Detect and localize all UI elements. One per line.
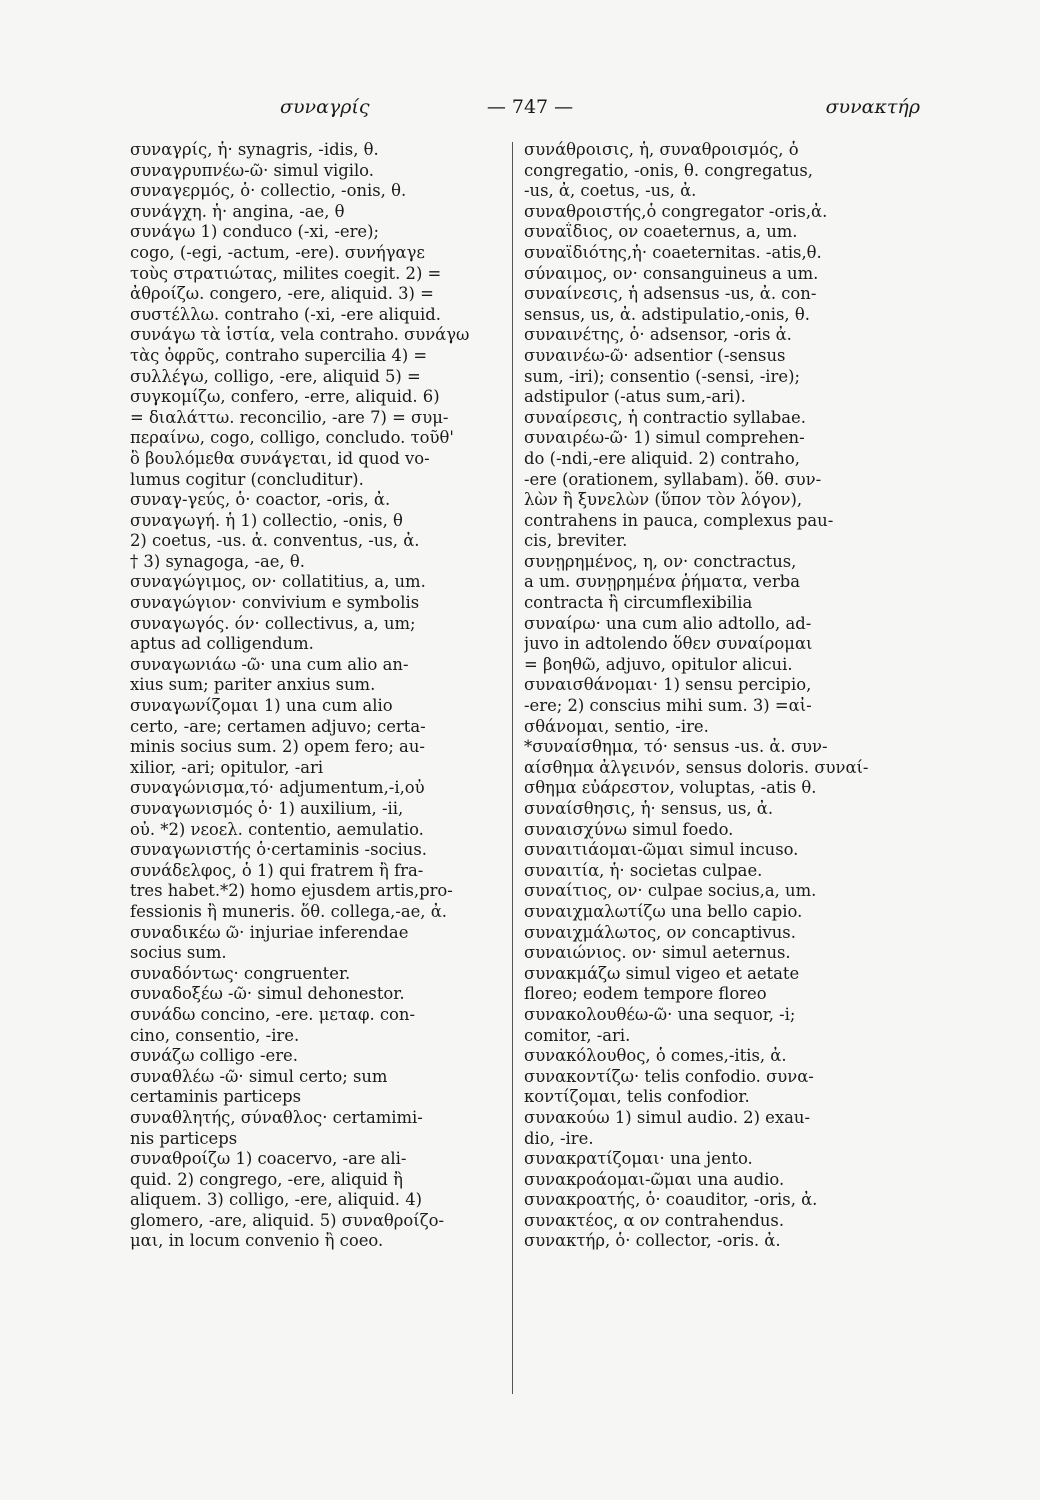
dictionary-line: συναίτιος, ον· culpae socius,a, um. [524,881,817,901]
dictionary-line: ἀθροίζω. congero, -ere, aliquid. 3) = [130,284,434,304]
dictionary-line: συλλέγω, colligo, -ere, aliquid 5) = [130,366,421,386]
dictionary-line: xilior, -ari; opitulor, -ari [130,757,324,777]
dictionary-line: adstipulor (-atus sum,-ari). [524,387,746,407]
dictionary-line: συναγωνίζομαι 1) una cum alio [130,696,393,716]
dictionary-line: συναγωνιάω -ῶ· una cum alio an- [130,654,409,674]
dictionary-line: συναθροίζω 1) coacervo, -are ali- [130,1149,407,1169]
dictionary-line: quid. 2) congrego, -ere, aliquid ἢ [130,1169,403,1189]
dictionary-line: σθημα εὐάρεστον, voluptas, -atis θ. [524,778,817,798]
dictionary-line: συναγώγιον· convivium e symbolis [130,593,420,613]
dictionary-line: τοὺς στρατιώτας, milites coegit. 2) = [130,263,442,283]
dictionary-line: συνακοντίζω· telis confodio. συνα- [524,1066,814,1086]
dictionary-line: glomero, -are, aliquid. 5) συναθροίζο- [130,1210,444,1230]
dictionary-line: fessionis ἢ muneris. ὅθ. collega,-ae, ἀ. [130,901,447,921]
dictionary-line: a um. συνῃρημένα ῥήματα, verba [524,572,801,592]
dictionary-line: συναιχμαλωτίζω una bello capio. [524,901,803,921]
header-right-word: συνακτήρ [825,96,920,118]
dictionary-line: socius sum. [130,943,227,963]
dictionary-line: do (-ndi,-ere aliquid. 2) contraho, [524,448,800,468]
dictionary-line: συναισθάνομαι· 1) sensu percipio, [524,675,812,695]
header-left-word: συναγρίς [280,96,370,118]
dictionary-line: συναγρίς, ἡ· synagris, -idis, θ. [130,140,379,159]
dictionary-line: συναινέω-ῶ· adsentior (-sensus [524,345,786,365]
dictionary-line: -us, ἀ, coetus, -us, ἀ. [524,181,697,201]
dictionary-line: συναίρεσις, ἡ contractio syllabae. [524,407,806,427]
dictionary-line: σύναιμος, ον· consanguineus a um. [524,263,819,283]
dictionary-line: congregatio, -onis, θ. congregatus, [524,160,813,180]
dictionary-line: συνακροατής, ὁ· coauditor, -oris, ἀ. [524,1190,818,1210]
dictionary-line: συναδοξέω -ῶ· simul dehonestor. [130,984,405,1004]
dictionary-line: comitor, -ari. [524,1025,631,1045]
dictionary-line: συνάγω τὰ ἱστία, vela contraho. συνάγω [130,325,470,345]
dictionary-line: nis particeps [130,1128,238,1148]
dictionary-line: = βοηθῶ, adjuvo, opitulor alicui. [524,654,793,674]
dictionary-line: συναγώνισμα,τό· adjumentum,-i,οὐ [130,778,425,798]
dictionary-line: συναινέτης, ὁ· adsensor, -oris ἀ. [524,325,792,345]
dictionary-line: συνῃρημένος, η, ον· conctractus, [524,551,797,571]
dictionary-line: συνάθροισις, ἡ, συναθροισμός, ὁ [524,140,799,159]
dictionary-line: συναγερμός, ὁ· collectio, -onis, θ. [130,181,407,201]
dictionary-line: cis, breviter. [524,531,628,551]
dictionary-line: τὰς ὀφρῦς, contraho supercilia 4) = [130,345,428,365]
dictionary-line: aliquem. 3) colligo, -ere, aliquid. 4) [130,1190,423,1210]
dictionary-line: cogo, (-egi, -actum, -ere). συνήγαγε [130,242,425,262]
dictionary-line: συναγωνισμός ὁ· 1) auxilium, -ii, [130,799,404,818]
page-header [130,96,950,126]
dictionary-line: συνακροάομαι-ῶμαι una audio. [524,1169,785,1189]
dictionary-line: συναθλέω -ῶ· simul certo; sum [130,1066,388,1086]
dictionary-line: συστέλλω. contraho (-xi, -ere aliquid. [130,304,441,324]
dictionary-line: συνάγχη. ἡ· angina, -ae, θ [130,201,345,221]
dictionary-line: συναΐδιος, ον coaeternus, a, um. [524,222,798,242]
dictionary-line: minis socius sum. 2) opem fero; au- [130,737,425,757]
dictionary-line: περαίνω, cogo, colligo, concludo. τοῦθ' [130,428,454,448]
dictionary-line: συνακτήρ, ὁ· collector, -oris. ἀ. [524,1231,781,1251]
dictionary-line: συναιρέω-ῶ· 1) simul comprehen- [524,428,805,448]
dictionary-line: συνάγω 1) conduco (-xi, -ere); [130,222,380,242]
dictionary-line: συναιτία, ἡ· societas culpae. [524,860,763,880]
dictionary-line: -ere (orationem, syllabam). ὅθ. συν- [524,469,822,489]
dictionary-line: 2) coetus, -us. ἀ. conventus, -us, ἀ. [130,531,420,551]
dictionary-line: συναίσθησις, ἡ· sensus, us, ἀ. [524,799,774,818]
dictionary-line: certaminis particeps [130,1087,301,1107]
dictionary-line: συνακούω 1) simul audio. 2) exau- [524,1107,810,1127]
dictionary-line: συναγ-γεύς, ὁ· coactor, -oris, ἀ. [130,490,391,510]
dictionary-line: κοντίζομαι, telis confodior. [524,1087,750,1107]
dictionary-line: αίσθημα ἀλγεινόν, sensus doloris. συναί- [524,757,869,777]
dictionary-line: συναγωνιστής ὁ·certaminis -socius. [130,840,427,860]
column-divider [512,142,513,1394]
dictionary-line: συναγωγή. ἡ 1) collectio, -onis, θ [130,510,403,530]
dictionary-line: συνακρατίζομαι· una jento. [524,1149,753,1169]
left-column [130,140,498,1252]
dictionary-line: tres habet.*2) homo ejusdem artis,pro- [130,881,453,901]
dictionary-line: = διαλάττω. reconcilio, -are 7) = συμ- [130,407,449,427]
dictionary-line: συνακτέος, α ον contrahendus. [524,1210,785,1230]
dictionary-line: *συναίσθημα, τό· sensus -us. ἀ. συν- [524,737,828,757]
dictionary-line: cino, consentio, -ire. [130,1025,300,1045]
page-number: — 747 — [486,96,574,118]
dictionary-line: συναγώγιμος, ον· collatitius, a, um. [130,572,426,592]
dictionary-line: συναδόντως· congruenter. [130,963,351,983]
dictionary-line: συνάδω concino, -ere. μεταφ. con- [130,1004,416,1024]
right-column [524,140,906,1252]
dictionary-line: xius sum; pariter anxius sum. [130,675,376,695]
dictionary-line: συναιώνιος. ον· simul aeternus. [524,943,791,963]
dictionary-line: certo, -are; certamen adjuvo; certa- [130,716,426,736]
dictionary-line: συναιτιάομαι-ῶμαι simul incuso. [524,840,799,860]
dictionary-line: contracta ἢ circumflexibilia [524,593,753,613]
dictionary-line: συναίνεσις, ἡ adsensus -us, ἀ. con- [524,284,817,304]
dictionary-line: συναίρω· una cum alio adtollo, ad- [524,613,812,633]
dictionary-line: λὼν ἢ ξυνελὼν (ὕπον τὸν λόγον), [524,490,803,510]
dictionary-line: dio, -ire. [524,1128,594,1148]
dictionary-line: ὃ βουλόμεθα συνάγεται, id quod vo- [130,448,430,468]
dictionary-line: -ere; 2) conscius mihi sum. 3) =αἰ- [524,696,812,716]
dictionary-line: συνακολουθέω-ῶ· una sequor, -i; [524,1004,796,1024]
dictionary-line: συναισχύνω simul foedo. [524,819,734,839]
dictionary-line: συναϊδιότης,ἡ· coaeternitas. -atis,θ. [524,242,822,262]
dictionary-line: † 3) synagoga, -ae, θ. [130,551,305,571]
dictionary-line: σθάνομαι, sentio, -ire. [524,716,709,736]
dictionary-line: συνάζω colligo -ere. [130,1046,298,1066]
dictionary-line: juvo in adtolendo ὅθεν συναίρομαι [524,634,813,654]
dictionary-line: συναθροιστής,ὁ congregator -oris,ἀ. [524,201,828,221]
dictionary-line: aptus ad colligendum. [130,634,314,654]
dictionary-line: sensus, us, ἀ. adstipulatio,-onis, θ. [524,304,810,324]
dictionary-line: sum, -iri); consentio (-sensi, -ire); [524,366,800,386]
dictionary-line: συνακμάζω simul vigeo et aetate [524,963,800,983]
dictionary-line: μαι, in locum convenio ἢ coeo. [130,1231,384,1251]
dictionary-line: συνακόλουθος, ὁ comes,-itis, ἀ. [524,1046,787,1066]
dictionary-line: συναδικέω ῶ· injuriae inferendae [130,922,409,942]
dictionary-line: συναιχμάλωτος, ον concaptivus. [524,922,796,942]
dictionary-line: συνάδελφος, ὁ 1) qui fratrem ἢ fra- [130,860,424,880]
dictionary-line: συναγρυπνέω-ῶ· simul vigilo. [130,160,374,180]
dictionary-line: συγκομίζω, confero, -erre, aliquid. 6) [130,387,440,407]
dictionary-line: οὐ. *2) νεοελ. contentio, aemulatio. [130,819,424,839]
dictionary-line: lumus cogitur (concluditur). [130,469,364,489]
dictionary-line: floreo; eodem tempore floreo [524,984,767,1004]
dictionary-line: συναγωγός. όν· collectivus, a, um; [130,613,416,633]
dictionary-line: συναθλητής, σύναθλος· certamimi- [130,1107,423,1127]
dictionary-line: contrahens in pauca, complexus pau- [524,510,834,530]
